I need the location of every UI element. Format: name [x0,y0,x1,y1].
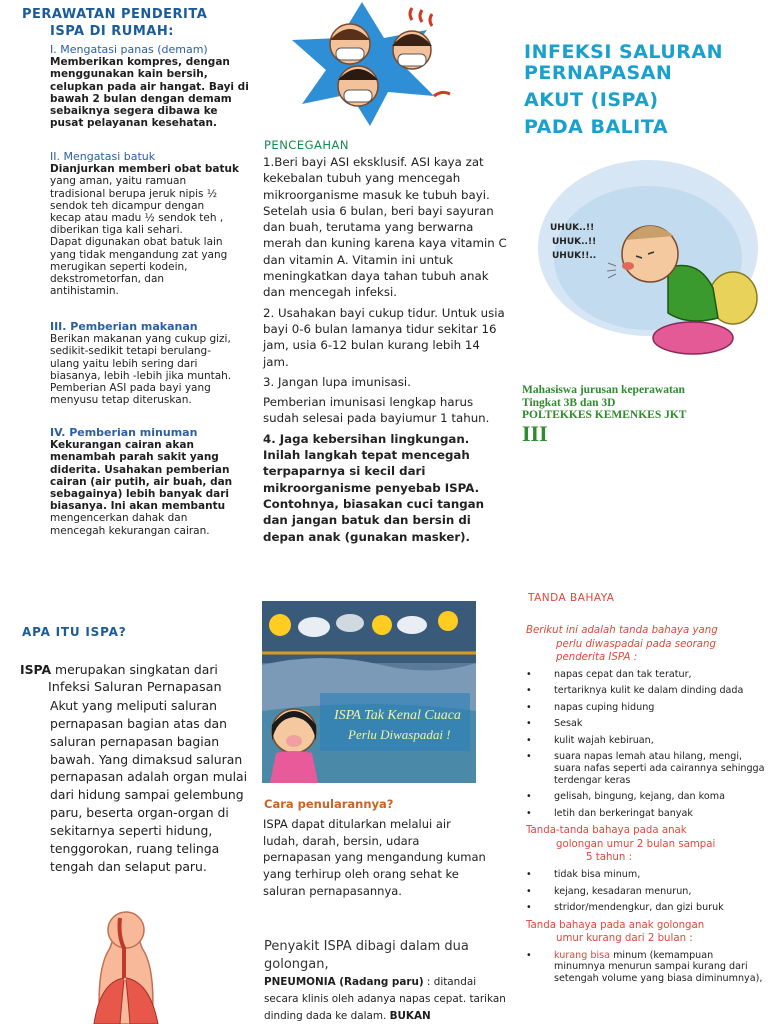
list-item: • stridor/mendengkur, dan gizi buruk [526,902,766,914]
minuman-line: biasanya. Ini akan membantu [50,500,226,513]
batuk-line: tradisional berupa jeruk nipis ½ [50,187,218,200]
tanda-list-under-2-bulan [526,950,766,985]
credits [522,384,762,446]
tanda-list-2-5-tahun [526,869,766,914]
list-item: • Sesak [526,718,766,730]
cough-text: UHUK!!.. [552,251,597,261]
list-item: • kejang, kesadaran menurun, [526,886,766,898]
makanan-line: Berikan makanan yang cukup gizi, [50,333,231,346]
list-item: • kulit wajah kebiruan, [526,735,766,747]
left-title-line2: ISPA DI RUMAH: [50,24,174,39]
section-makanan [50,321,250,406]
tanda-sub-2-5-tahun [526,824,766,865]
list-item: • napas cuping hidung [526,702,766,714]
apa-itu-ispa-body [20,661,250,876]
ispa-word: ISPA [20,662,52,677]
pencegahan-point-1: 1.Beri bayi ASI eksklusif. ASI kaya zat kekebalan tubuh yang mencegah mikroorganisme masuk ke tubuh bayi. Setelah usia 6 bulan, beri bayi sayuran dan buah, terutama yang berwarna merah dan kuning karena kaya vitamin C dan vitamin A. Vitamin ini untuk meningkatkan daya tahan tubuh anak dan mencegah infeksi. [263,155,507,300]
pneumonia-desc: : ditandai secara klinis oleh adanya napas cepat. tarikan dinding dada ke dalam. [264,976,506,1022]
tanda-sub-under-2-bulan [526,919,766,946]
apa-line: saluran pernapasan bagian [50,733,220,749]
batuk-line: Dianjurkan memberi obat batuk [50,163,239,176]
title-line4: PADA BALITA [524,116,669,138]
cara-penularan-body: ISPA dapat ditularkan melalui air ludah, darah, bersin, udara pernapasan yang mengandung kuman yang terhirup oleh orang sehat ke saluran pernapasannya. [263,817,486,898]
pencegahan-point-4: 4. Jaga kebersihan lingkungan. Inilah langkah tepat mencegah terpaparnya si kecil dari mikroorganisme penyebab ISPA. Contohnya, biasakan cuci tangan dan jangan batuk dan bersin di depan anak (gunakan masker). [263,431,485,544]
apa-line: tengah dan selaput paru. [50,858,207,874]
list-item: • suara napas lemah atau hilang, mengi, suara nafas seperti ada cairannya sehingga terdengar keras [526,751,766,786]
tanda-bahaya-area [526,624,766,990]
pencegahan-point-3b: Pemberian imunisasi lengkap harus sudah selesai pada bayiumur 1 tahun. [263,395,490,426]
apa-line2: Infeksi Saluran Pernapasan [48,679,222,695]
cough-text: UHUK..!! [552,237,597,247]
tanda-sub-line: umur kurang dari 2 bulan : [556,933,693,945]
batuk-line: antihistamin. [50,285,119,298]
batuk-line: kecap atau madu ½ sendok teh , [50,212,224,225]
batuk-line: yang tidak mengandung zat yang [50,248,228,261]
makanan-line: ulang yaitu lebih sering dari [50,357,198,370]
pneumonia-tail: BUKAN [389,1009,431,1022]
credit-line1: Mahasiswa jurusan keperawatan [522,384,685,396]
tanda-sub-line: golongan umur 2 bulan sampai [556,838,716,850]
pencegahan-body [263,154,509,549]
list-item: • napas cepat dan tak teratur, [526,669,766,681]
apa-line: pernapasan adalah organ mulai [50,769,248,785]
apa-line1: merupakan singkatan dari [51,662,218,677]
weather-caption-line2: Perlu Diwaspadai ! [348,727,451,742]
batuk-line: yang aman, yaitu ramuan [50,175,187,188]
cough-text: UHUK..!! [550,223,595,233]
masked-faces-illustration [262,0,462,128]
minuman-line: sebagainya) lebih banyak dari [50,488,230,501]
credit-line4: III [522,420,548,446]
minuman-line: mengencerkan dahak dan [50,512,188,525]
panas-line: pusat pelayanan kesehatan. [50,117,217,130]
batuk-line: sendok teh dicampur dengan [50,199,205,212]
list-item: • letih dan berkeringat banyak [526,808,766,820]
left-title [22,6,262,40]
list-item-rest: minum (kemampuan minumnya menurun sampai kurang dari setengah volume yang biasa diminumnya), [554,949,763,984]
pencegahan-heading: PENCEGAHAN [264,138,349,152]
pencegahan-point-2: 2. Usahakan bayi cukup tidur. Untuk usia bayi 0-6 bulan lamanya tidur sekitar 16 jam, usia 6-12 bulan kurang lebih 14 jam. [263,305,505,369]
apa-line: paru, beserta organ-organ di [50,805,229,821]
weather-warning-illustration [262,601,476,783]
pencegahan-point-3: 3. Jangan lupa imunisasi. [263,374,411,389]
section-makanan-head: III. Pemberian makanan [50,320,198,333]
panas-line: Memberikan kompres, dengan [50,56,230,69]
minuman-line: cairan (air putih, air buah, dan [50,475,233,488]
weather-caption-line1: ISPA Tak Kenal Cuaca [334,708,461,723]
makanan-line: sedikit-sedikit tetapi berulang- [50,345,211,358]
tanda-intro-line: Berikut ini adalah tanda bahaya yang [526,625,718,636]
tanda-sub-line: 5 tahun : [586,852,632,864]
makanan-line: menyusu tetap diteruskan. [50,394,192,407]
apa-line: sekitarnya seperti hidung, [50,823,213,839]
penyakit-golongan-line: Penyakit ISPA dibagi dalam dua golongan, [264,939,469,972]
tanda-intro [526,624,766,665]
minuman-line: menambah parah sakit yang [50,451,219,464]
section-panas-head: I. Mengatasi panas (demam) [50,43,208,56]
respiratory-anatomy-illustration [60,908,190,1024]
list-item [526,950,766,985]
panas-line: bawah 2 bulan dengan demam [50,92,232,105]
cara-penularan-heading: Cara penularannya? [264,797,394,811]
apa-line: bawah. Yang dimaksud saluran [50,751,243,767]
tanda-intro-line: penderita ISPA : [556,652,638,663]
list-item-red: kurang bisa [554,949,611,961]
section-panas [50,44,250,129]
batuk-line: merugikan seperti kodein, [50,260,188,273]
apa-line: pernapasan bagian atas dan [50,715,228,731]
credit-line3: POLTEKKES KEMENKES JKT [522,409,687,421]
apa-line: dari hidung sampai gelembung [50,787,244,803]
minuman-line: Kekurangan cairan akan [50,439,194,452]
left-title-line1: PERAWATAN PENDERITA [22,7,208,22]
tanda-bahaya-heading: TANDA BAHAYA [528,592,615,604]
section-batuk-head: II. Mengatasi batuk [50,150,156,163]
panas-line: celupkan pada air hangat. Bayi di [50,80,249,93]
panas-line: sebaiknya segera dibawa ke [50,105,218,118]
tanda-intro-line: perlu diwaspadai pada seorang [556,638,716,650]
apa-line: tenggorokan, ruang telinga [50,841,220,857]
apa-line3: Akut yang meliputi saluran [50,697,217,713]
section-minuman [50,427,250,537]
tanda-sub-line: Tanda bahaya pada anak golongan [526,919,705,931]
title-line2: PERNAPASAN [524,62,673,84]
list-item: • gelisah, bingung, kejang, dan koma [526,791,766,803]
section-minuman-head: IV. Pemberian minuman [50,426,198,439]
section-batuk [50,151,250,297]
pneumonia-text [264,974,509,1024]
brochure-title [524,42,764,138]
tanda-list-general [526,669,766,820]
makanan-line: biasanya, lebih -lebih jika muntah. [50,369,232,382]
list-item: • tidak bisa minum, [526,869,766,881]
list-item: • tertariknya kulit ke dalam dinding dada [526,685,766,697]
panas-line: menggunakan kain bersih, [50,68,208,81]
coughing-baby-illustration [528,148,758,368]
minuman-line: diderita. Usahakan pemberian [50,463,230,476]
tanda-sub-line: Tanda-tanda bahaya pada anak [526,825,687,837]
credit-line2: Tingkat 3B dan 3D [522,396,616,409]
apa-itu-ispa-heading: APA ITU ISPA? [22,625,127,639]
pneumonia-bold: PNEUMONIA (Radang paru) [264,976,424,988]
batuk-line: dekstrometorfan, dan [50,273,165,286]
batuk-line: diberikan tiga kali sehari. [50,224,183,237]
makanan-line: Pemberian ASI pada bayi yang [50,382,211,395]
minuman-line: mencegah kekurangan cairan. [50,524,210,537]
batuk-line: Dapat digunakan obat batuk lain [50,236,223,249]
title-line1: INFEKSI SALURAN [524,41,724,63]
title-line3: AKUT (ISPA) [524,89,659,111]
